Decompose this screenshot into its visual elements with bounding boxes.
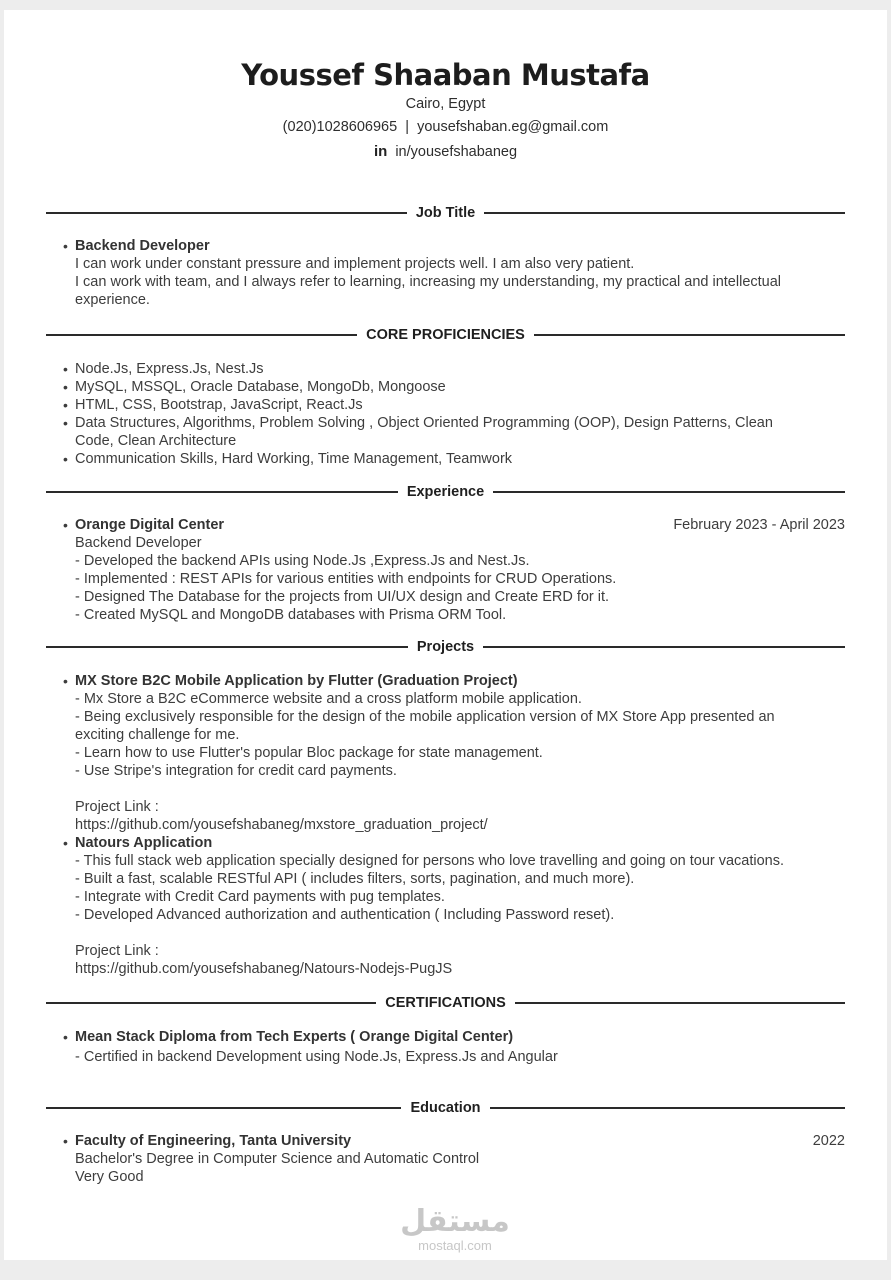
project-line: - Mx Store a B2C eCommerce website and a cross platform mobile application. <box>75 691 582 707</box>
summary-line: I can work under constant pressure and implement projects well. I am also very patient. <box>75 256 635 272</box>
bullet: • <box>63 451 68 467</box>
section-title: Projects <box>416 639 475 655</box>
section-header-projects <box>46 637 845 657</box>
project-title: Natours Application <box>75 835 213 851</box>
linkedin-icon: in <box>373 143 388 160</box>
summary-line: experience. <box>75 292 150 308</box>
experience-line: - Developed the backend APIs using Node.Js ,Express.Js and Nest.Js. <box>75 553 530 569</box>
bullet: • <box>63 673 68 689</box>
bullet: • <box>63 361 68 377</box>
list-item <box>46 1028 845 1066</box>
list-item <box>46 450 845 468</box>
graduation-year: 2022 <box>812 1133 845 1149</box>
job-role: Backend Developer <box>75 535 202 551</box>
section-header-education <box>46 1098 845 1118</box>
bullet: • <box>63 1133 68 1149</box>
core-block <box>46 360 845 468</box>
divider <box>483 646 845 647</box>
divider <box>515 1002 845 1003</box>
email[interactable]: yousefshaban.eg@gmail.com <box>417 119 609 135</box>
job-title-block <box>46 237 845 309</box>
watermark-logo <box>390 1206 520 1253</box>
candidate-name: Youssef Shaaban Mustafa <box>241 58 650 92</box>
grade: Very Good <box>75 1169 144 1185</box>
skill-line: Data Structures, Algorithms, Problem Solving , Object Oriented Programming (OOP), Design Patterns, Clean <box>75 415 773 431</box>
section-title: Experience <box>406 484 485 500</box>
date-range: February 2023 - April 2023 <box>673 517 845 533</box>
role-title: Backend Developer <box>75 238 210 254</box>
experience-line: - Created MySQL and MongoDB databases with Prisma ORM Tool. <box>75 607 507 623</box>
watermark-domain: mostaql.com <box>418 1238 492 1253</box>
school-name: Faculty of Engineering, Tanta University <box>75 1133 352 1149</box>
degree: Bachelor's Degree in Computer Science and Automatic Control <box>75 1151 480 1167</box>
project-line: exciting challenge for me. <box>75 727 240 743</box>
divider <box>484 212 845 213</box>
certification-line: - Certified in backend Development using Node.Js, Express.Js and Angular <box>75 1049 558 1065</box>
project-line: - Being exclusively responsible for the design of the mobile application version of MX Store App presented an <box>75 709 775 725</box>
project-line: - Integrate with Credit Card payments with pug templates. <box>75 889 445 905</box>
bullet: • <box>63 517 68 533</box>
certifications-block <box>46 1028 845 1066</box>
project-line: - Use Stripe's integration for credit card payments. <box>75 763 397 779</box>
divider <box>46 212 407 213</box>
divider <box>46 1107 401 1108</box>
bullet: • <box>63 238 68 254</box>
project-link-label: Project Link : <box>75 943 159 959</box>
linkedin-line[interactable] <box>4 143 887 160</box>
certification-title: Mean Stack Diploma from Tech Experts ( Orange Digital Center) <box>75 1029 514 1045</box>
list-item <box>46 516 845 624</box>
project-item <box>46 672 845 834</box>
watermark-arabic: مستقل <box>400 1204 510 1239</box>
divider <box>46 334 357 335</box>
contact-line <box>4 119 887 135</box>
bullet: • <box>63 1029 68 1045</box>
project-link[interactable]: https://github.com/yousefshabaneg/Natours-Nodejs-PugJS <box>75 961 453 977</box>
list-item <box>46 378 845 396</box>
linkedin-handle[interactable]: in/yousefshabaneg <box>395 144 518 160</box>
bullet: • <box>63 415 68 431</box>
experience-line: - Designed The Database for the projects from UI/UX design and Create ERD for it. <box>75 589 610 605</box>
skill-line: Communication Skills, Hard Working, Time Management, Teamwork <box>75 451 513 467</box>
spacer <box>75 780 845 798</box>
section-header-certifications <box>46 993 845 1013</box>
project-link-label: Project Link : <box>75 799 159 815</box>
skill-line: Node.Js, Express.Js, Nest.Js <box>75 361 264 377</box>
projects-block <box>46 672 845 978</box>
section-header-experience <box>46 482 845 502</box>
experience-block <box>46 516 845 624</box>
spacer <box>75 924 845 942</box>
divider <box>490 1107 845 1108</box>
divider <box>46 646 408 647</box>
list-item <box>46 414 845 450</box>
project-line: - Developed Advanced authorization and authentication ( Including Password reset). <box>75 907 615 923</box>
skill-line: Code, Clean Architecture <box>75 433 237 449</box>
bullet: • <box>63 397 68 413</box>
divider <box>46 491 398 492</box>
company-name: Orange Digital Center <box>75 517 225 533</box>
divider <box>46 1002 376 1003</box>
divider <box>534 334 845 335</box>
skill-line: HTML, CSS, Bootstrap, JavaScript, React.Js <box>75 397 363 413</box>
section-header-core <box>46 325 845 345</box>
section-header-job-title <box>46 203 845 223</box>
project-line: - This full stack web application specially designed for persons who love travelling and going on tour vacations. <box>75 853 785 869</box>
resume-page <box>4 10 887 1260</box>
list-item <box>46 237 845 309</box>
list-item <box>46 360 845 378</box>
separator: | <box>405 119 410 135</box>
section-title: Job Title <box>415 205 476 221</box>
list-item <box>46 1132 845 1186</box>
project-link[interactable]: https://github.com/yousefshabaneg/mxstore_graduation_project/ <box>75 817 488 833</box>
education-block <box>46 1132 845 1186</box>
experience-line: - Implemented : REST APIs for various entities with endpoints for CRUD Operations. <box>75 571 617 587</box>
project-title: MX Store B2C Mobile Application by Flutter (Graduation Project) <box>75 673 518 689</box>
skill-line: MySQL, MSSQL, Oracle Database, MongoDb, Mongoose <box>75 379 446 395</box>
bullet: • <box>63 379 68 395</box>
phone: (020)1028606965 <box>282 119 398 135</box>
divider <box>493 491 845 492</box>
section-title: CORE PROFICIENCIES <box>366 327 525 343</box>
project-item <box>46 834 845 978</box>
location: Cairo, Egypt <box>405 96 486 112</box>
project-line: - Built a fast, scalable RESTful API ( includes filters, sorts, pagination, and much more). <box>75 871 635 887</box>
section-title: Education <box>410 1100 481 1116</box>
project-line: - Learn how to use Flutter's popular Bloc package for state management. <box>75 745 543 761</box>
list-item <box>46 396 845 414</box>
bullet: • <box>63 835 68 851</box>
summary-line: I can work with team, and I always refer to learning, increasing my understanding, my practical and intellectual <box>75 274 782 290</box>
section-title: CERTIFICATIONS <box>385 995 506 1011</box>
